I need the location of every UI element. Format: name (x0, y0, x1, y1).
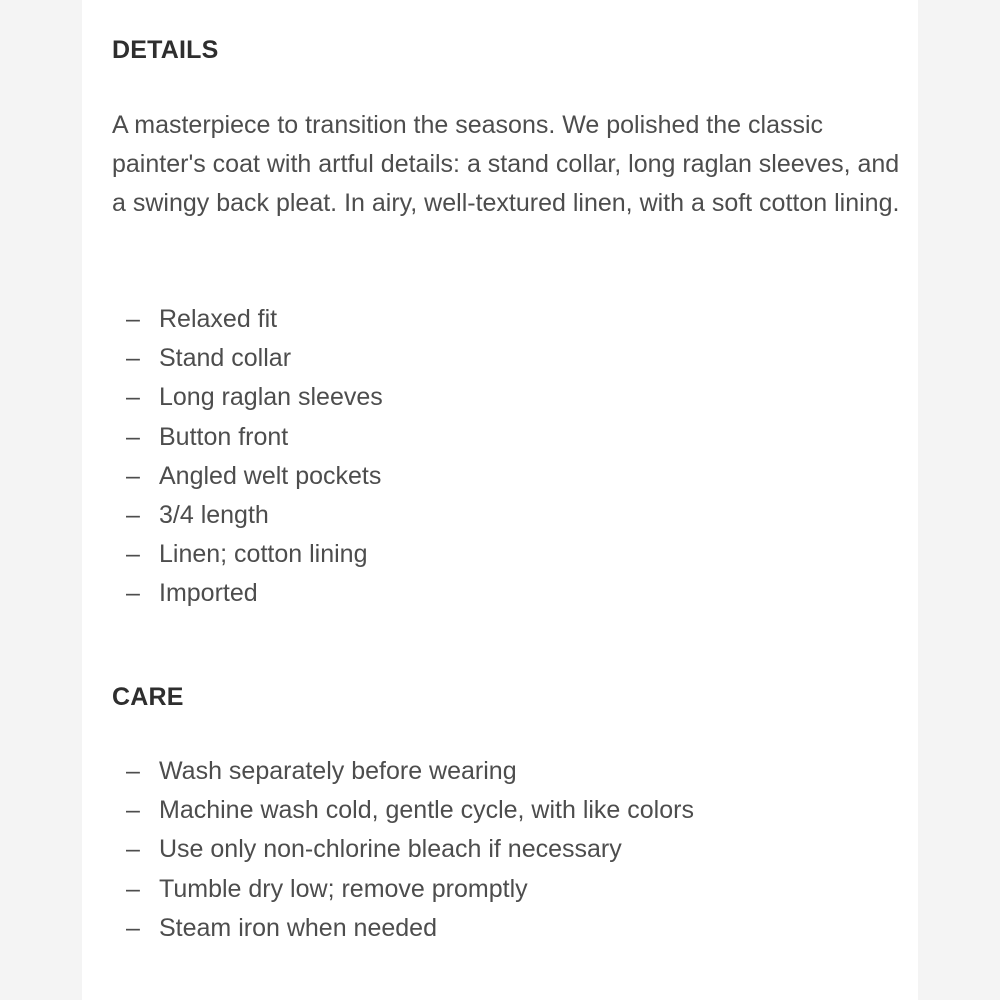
list-item-text: Button front (159, 422, 289, 451)
dash-bullet: – (126, 344, 140, 373)
list-item (126, 378, 383, 417)
dash-bullet: – (126, 540, 140, 569)
list-item (126, 339, 383, 378)
care-heading: CARE (112, 683, 184, 711)
dash-bullet: – (126, 383, 140, 412)
dash-bullet: – (126, 305, 140, 333)
dash-bullet: – (126, 796, 140, 825)
list-item (126, 791, 694, 830)
list-item (126, 496, 383, 535)
dash-bullet: – (126, 500, 140, 529)
list-item (126, 300, 383, 339)
list-item (126, 457, 383, 496)
list-item (126, 574, 383, 613)
dash-bullet: – (126, 461, 140, 490)
list-item-text: Machine wash cold, gentle cycle, with like colors (159, 796, 694, 825)
list-item-text: Relaxed fit (159, 305, 278, 333)
list-item-text: Stand collar (159, 344, 292, 373)
dash-bullet: – (126, 913, 140, 942)
details-heading: DETAILS (112, 36, 219, 64)
list-item-text: Wash separately before wearing (159, 757, 517, 785)
list-item-text: Steam iron when needed (159, 913, 437, 942)
list-item-text: Imported (159, 579, 258, 608)
list-item-text: Angled welt pockets (159, 461, 382, 490)
dash-bullet: – (126, 579, 140, 608)
list-item-text: Tumble dry low; remove promptly (159, 874, 528, 903)
list-item-text: Linen; cotton lining (159, 540, 368, 569)
list-item (126, 418, 383, 457)
list-item-text: Use only non-chlorine bleach if necessary (159, 835, 622, 864)
product-description: A masterpiece to transition the seasons. We polished the classic painter's coat with artful details: a stand collar, long raglan sleeves, and a swingy back pleat. In airy, well-textured linen, with a soft cotton lining. (112, 111, 900, 217)
care-list (126, 752, 694, 948)
list-item (126, 535, 383, 574)
dash-bullet: – (126, 874, 140, 903)
dash-bullet: – (126, 757, 140, 785)
list-item (126, 830, 694, 869)
list-item-text: Long raglan sleeves (159, 383, 383, 412)
list-item (126, 752, 694, 791)
dash-bullet: – (126, 835, 140, 864)
details-list (126, 300, 383, 614)
list-item (126, 909, 694, 948)
list-item-text: 3/4 length (159, 500, 269, 529)
list-item (126, 870, 694, 909)
dash-bullet: – (126, 422, 140, 451)
